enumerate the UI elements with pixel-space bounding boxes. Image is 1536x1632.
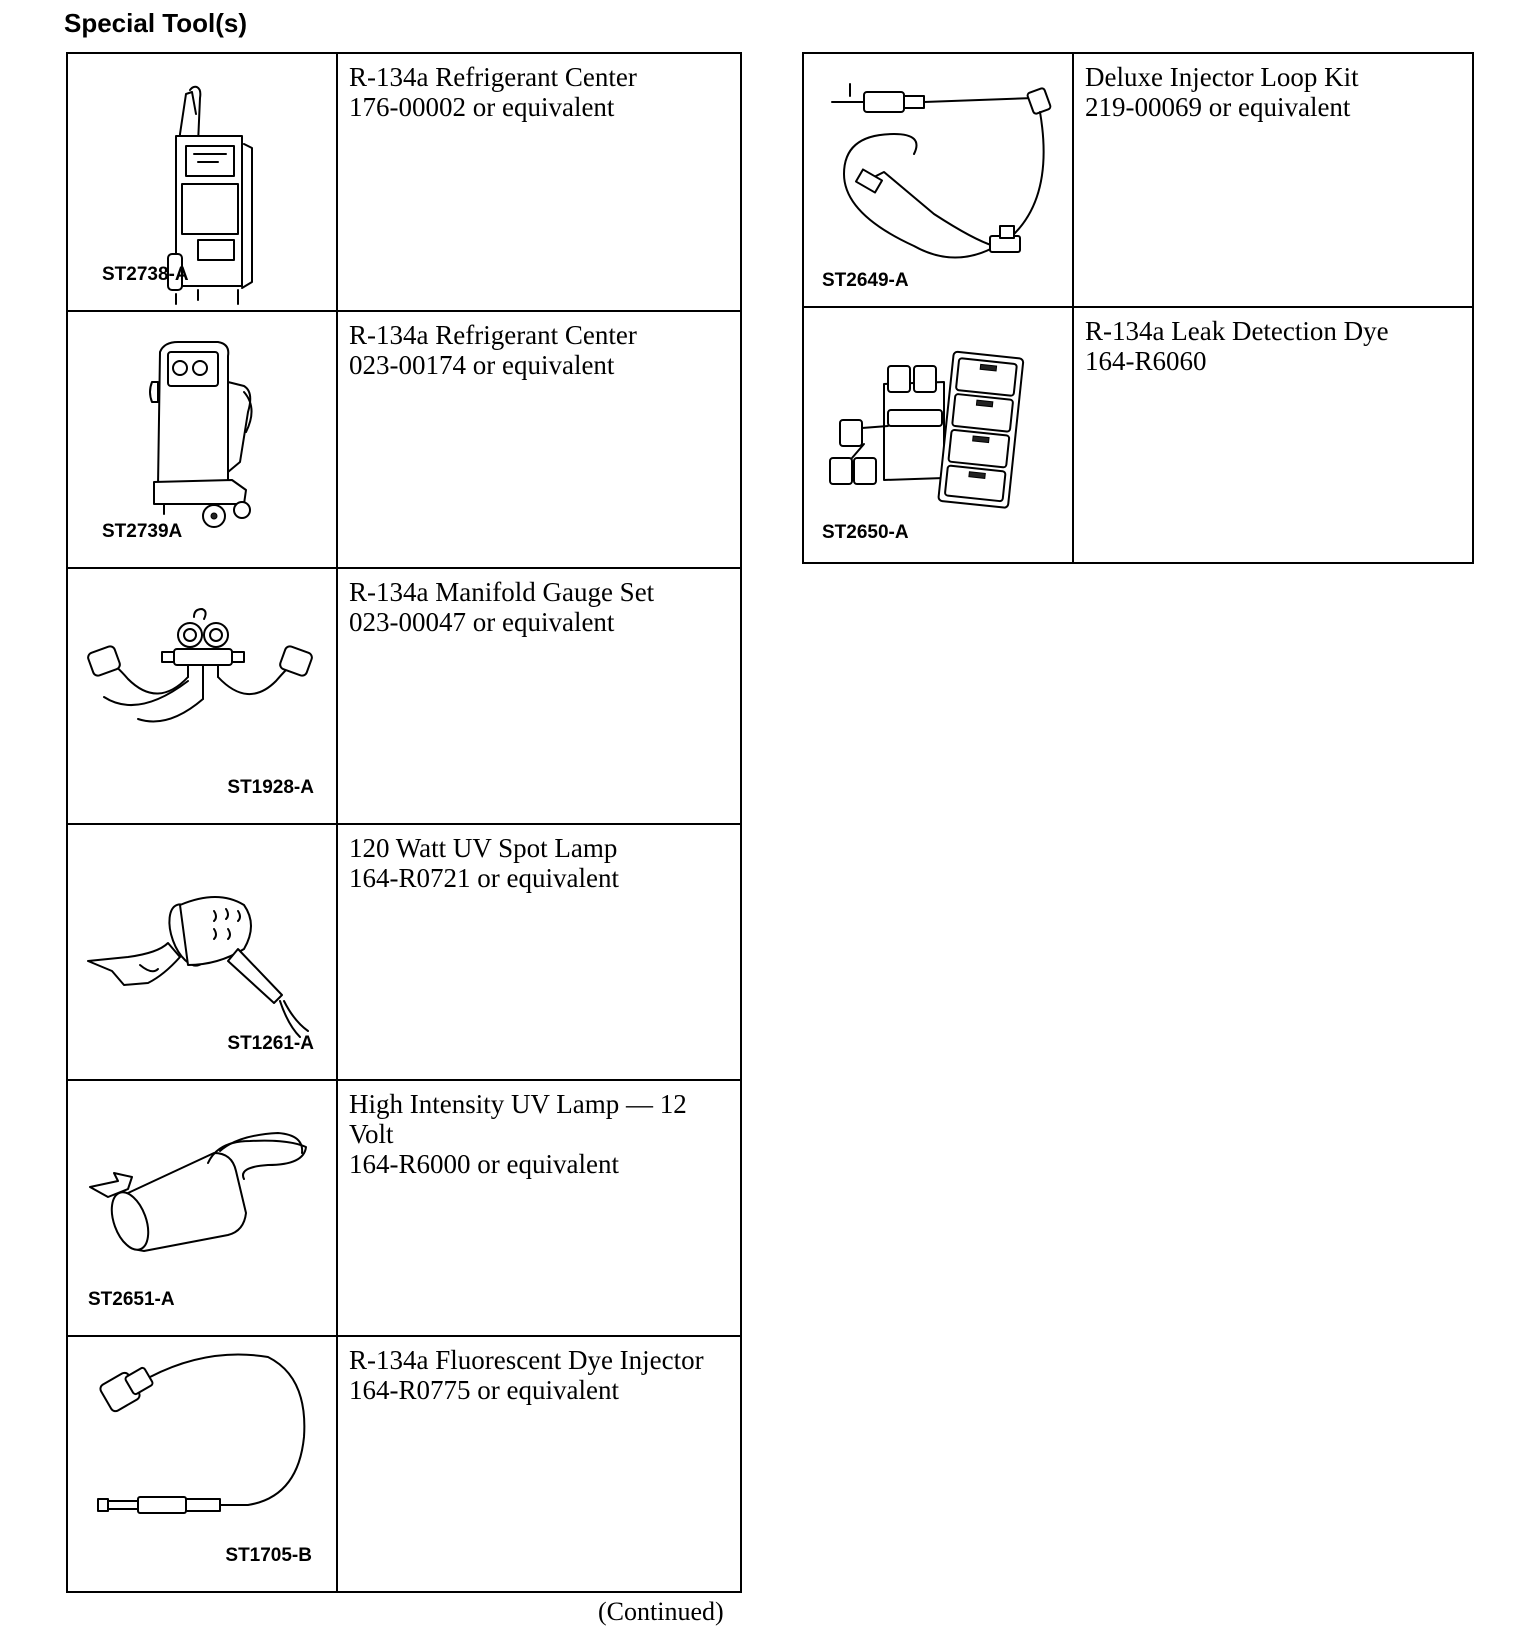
tool-code: ST1928-A — [227, 777, 314, 798]
table-row — [803, 53, 1473, 307]
special-tools-table-right — [802, 52, 1474, 564]
tool-code: ST2650-A — [822, 522, 909, 543]
tool-name: R-134a Leak Detection Dye — [1085, 316, 1389, 346]
tool-name: 120 Watt UV Spot Lamp — [349, 833, 618, 863]
table-row — [803, 307, 1473, 563]
tool-illustration-cell — [67, 824, 337, 1080]
continued-note: (Continued) — [598, 1597, 724, 1626]
tool-description-cell — [337, 1080, 741, 1336]
table-row — [67, 1080, 741, 1336]
tool-illustration-cell — [67, 1080, 337, 1336]
tool-part-number: 164-R0721 or equivalent — [349, 863, 619, 893]
tool-part-number: 023-00174 or equivalent — [349, 350, 615, 380]
tool-part-number: 164-R6000 or equivalent — [349, 1149, 619, 1179]
tool-code: ST1705-B — [225, 1545, 312, 1566]
tool-code: ST1261-A — [227, 1033, 314, 1054]
tool-name: R-134a Refrigerant Center — [349, 320, 637, 350]
tool-name: Deluxe Injector Loop Kit — [1085, 62, 1359, 92]
table-row — [67, 311, 741, 568]
tool-code: ST2649-A — [822, 270, 909, 291]
special-tools-table-left — [66, 52, 742, 1593]
tool-illustration-cell — [803, 53, 1073, 307]
tool-part-number: 023-00047 or equivalent — [349, 607, 615, 637]
table-row — [67, 53, 741, 311]
tool-illustration-cell — [67, 1336, 337, 1592]
tool-code: ST2738-A — [102, 264, 189, 285]
tool-description-cell — [337, 824, 741, 1080]
tool-description-cell — [337, 568, 741, 824]
tool-part-number: 176-00002 or equivalent — [349, 92, 615, 122]
tool-part-number: 219-00069 or equivalent — [1085, 92, 1351, 122]
tool-name: R-134a Fluorescent Dye Injector — [349, 1345, 704, 1375]
tool-name: R-134a Manifold Gauge Set — [349, 577, 655, 607]
tool-code: ST2651-A — [88, 1289, 175, 1310]
table-row — [67, 824, 741, 1080]
tool-illustration-cell — [67, 311, 337, 568]
tool-name: High Intensity UV Lamp — 12 Volt — [349, 1089, 687, 1149]
tool-part-number: 164-R0775 or equivalent — [349, 1375, 619, 1405]
tool-illustration-cell — [67, 53, 337, 311]
tool-description-cell — [1073, 53, 1473, 307]
tool-part-number: 164-R6060 — [1085, 346, 1207, 376]
tool-description-cell — [337, 53, 741, 311]
tool-name: R-134a Refrigerant Center — [349, 62, 637, 92]
tool-description-cell — [337, 311, 741, 568]
table-row — [67, 568, 741, 824]
tool-illustration-cell — [803, 307, 1073, 563]
table-row — [67, 1336, 741, 1592]
tool-code: ST2739A — [102, 521, 183, 542]
tool-description-cell — [1073, 307, 1473, 563]
tool-description-cell — [337, 1336, 741, 1592]
page-title: Special Tool(s) — [64, 8, 247, 38]
tool-illustration-cell — [67, 568, 337, 824]
